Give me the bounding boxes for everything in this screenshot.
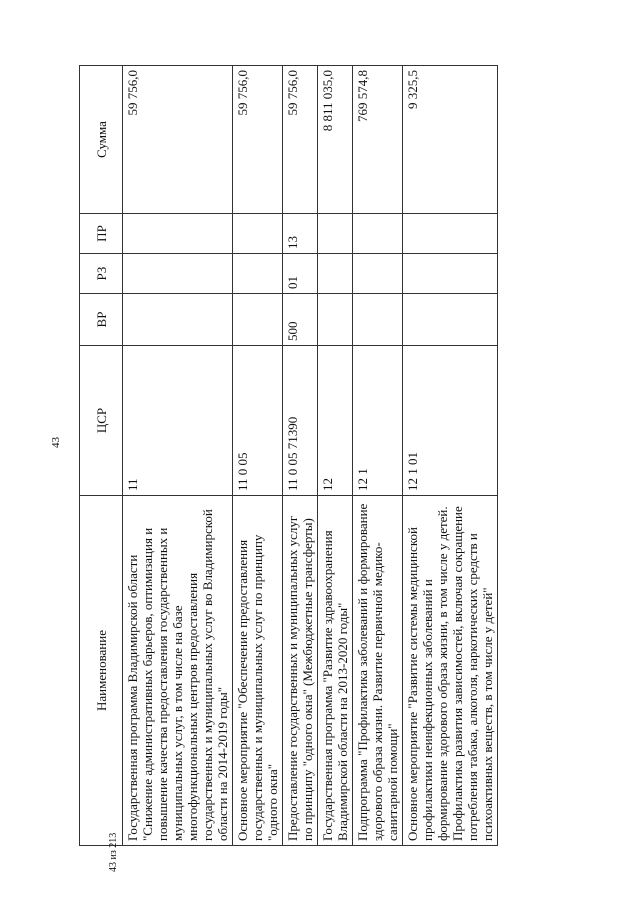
- table-row: [353, 66, 403, 846]
- header-csr: ЦСР: [80, 346, 123, 496]
- cell-name: Предоставление государственных и муниципальных услуг по принципу "одного окна" (Межбюджетные трансферты): [283, 496, 318, 846]
- table-row: [318, 66, 353, 846]
- table-row: [123, 66, 233, 846]
- cell-pr: 13: [283, 214, 318, 254]
- cell-csr: 12 1: [353, 346, 403, 496]
- cell-vr: [233, 294, 283, 346]
- cell-rz: [233, 254, 283, 294]
- header-rz: РЗ: [80, 254, 123, 294]
- cell-sum: 9 325,5: [403, 66, 498, 214]
- table-row: [403, 66, 498, 846]
- cell-rz: [123, 254, 233, 294]
- cell-csr: 12 1 01: [403, 346, 498, 496]
- cell-rz: [353, 254, 403, 294]
- cell-name: Государственная программа Владимирской области "Снижение административных барьеров, оптимизация и повышение качества предоставления государственных и муниципальных услуг, в том числе на базе многофункциональных центров предоставления государственных и муниципальных услуг во Владимирской области на 2014-2019 годы": [123, 496, 233, 846]
- table-row: [233, 66, 283, 846]
- cell-vr: 500: [283, 294, 318, 346]
- cell-csr: 11 0 05 71390: [283, 346, 318, 496]
- cell-csr: 12: [318, 346, 353, 496]
- header-vr: ВР: [80, 294, 123, 346]
- cell-sum: 8 811 035,0: [318, 66, 353, 214]
- cell-pr: [233, 214, 283, 254]
- page-footer: 43 из 213: [108, 832, 119, 872]
- cell-sum: 769 574,8: [353, 66, 403, 214]
- header-pr: ПР: [80, 214, 123, 254]
- budget-table: [79, 65, 498, 846]
- cell-vr: [403, 294, 498, 346]
- cell-sum: 59 756,0: [233, 66, 283, 214]
- cell-pr: [318, 214, 353, 254]
- cell-rz: 01: [283, 254, 318, 294]
- cell-pr: [403, 214, 498, 254]
- cell-vr: [318, 294, 353, 346]
- cell-name: Основное мероприятие "Обеспечение предоставления государственных и муниципальных услуг по принципу "одного окна": [233, 496, 283, 846]
- page-number: 43: [50, 437, 62, 448]
- cell-name: Государственная программа "Развитие здравоохранения Владимирской области на 2013-2020 годы": [318, 496, 353, 846]
- rotated-table-container: [79, 65, 498, 846]
- cell-rz: [403, 254, 498, 294]
- cell-csr: 11: [123, 346, 233, 496]
- header-name: Наименование: [80, 496, 123, 846]
- cell-name: Подпрограмма "Профилактика заболеваний и формирование здорового образа жизни. Развитие первичной медико-санитарной помощи": [353, 496, 403, 846]
- table-header-row: [80, 66, 123, 846]
- cell-pr: [123, 214, 233, 254]
- cell-pr: [353, 214, 403, 254]
- cell-name: Основное мероприятие "Развитие системы медицинской профилактики неинфекционных заболеваний и формирование здорового образа жизни, в том числе у детей. Профилактика развития зависимостей, включая сокращение потребления табака, алкоголя, наркотических средств и психоактивных веществ, в том числе у детей": [403, 496, 498, 846]
- table-row: [283, 66, 318, 846]
- cell-vr: [123, 294, 233, 346]
- cell-vr: [353, 294, 403, 346]
- cell-sum: 59 756,0: [123, 66, 233, 214]
- cell-sum: 59 756,0: [283, 66, 318, 214]
- cell-rz: [318, 254, 353, 294]
- cell-csr: 11 0 05: [233, 346, 283, 496]
- header-sum: Сумма: [80, 66, 123, 214]
